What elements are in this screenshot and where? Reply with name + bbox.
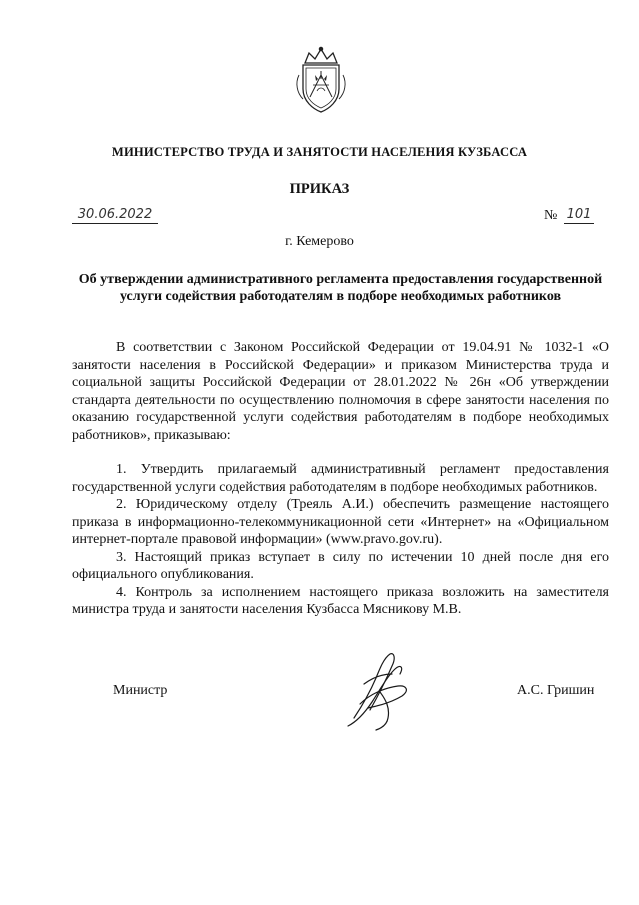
preamble-paragraph: В соответствии с Законом Российской Федерации от 19.04.91 № 1032-1 «О занятости населения в Российской Федерации» и приказом Министерства труда и социальной защиты Российской Федерации от 28.01.2022 № 26н «Об утверждении стандарта деятельности по осуществлению полномочия в сфере занятости населения по оказанию государственной услуги содействия работодателям в подборе необходимых работников», приказываю:	[72, 340, 609, 443]
order-number: 101	[564, 207, 594, 224]
order-body	[72, 339, 609, 619]
coat-of-arms-icon	[293, 45, 349, 115]
signer-title: Министр	[113, 683, 168, 698]
city: г. Кемерово	[285, 234, 354, 249]
order-item-4: 4. Контроль за исполнением настоящего приказа возложить на заместителя министра труда и занятости населения Кузбасса Мясникову М.В.	[72, 584, 609, 617]
order-item-2: 2. Юридическому отделу (Треяль А.И.) обеспечить размещение настоящего приказа в информационно-телекоммуникационной сети «Интернет» на «Официальном интернет-портале правовой информации» (www.pravo.gov.ru).	[72, 497, 609, 547]
order-item-3: 3. Настоящий приказ вступает в силу по истечении 10 дней после дня его официального опубликования.	[72, 549, 609, 582]
order-subject: Об утверждении административного регламента предоставления государственной услуги содействия работодателям в подборе необходимых работников	[78, 272, 603, 304]
order-number-label: №	[544, 208, 558, 223]
document-type: ПРИКАЗ	[289, 181, 350, 197]
handwritten-signature-icon	[340, 648, 420, 736]
order-date: 30.06.2022	[72, 207, 158, 224]
order-item-1: 1. Утвердить прилагаемый административный регламент предоставления государственной услуги содействия работодателям в подборе необходимых работников.	[72, 462, 609, 495]
ministry-name: МИНИСТЕРСТВО ТРУДА И ЗАНЯТОСТИ НАСЕЛЕНИЯ КУЗБАССА	[111, 145, 528, 159]
signer-name: А.С. Гришин	[517, 683, 595, 698]
